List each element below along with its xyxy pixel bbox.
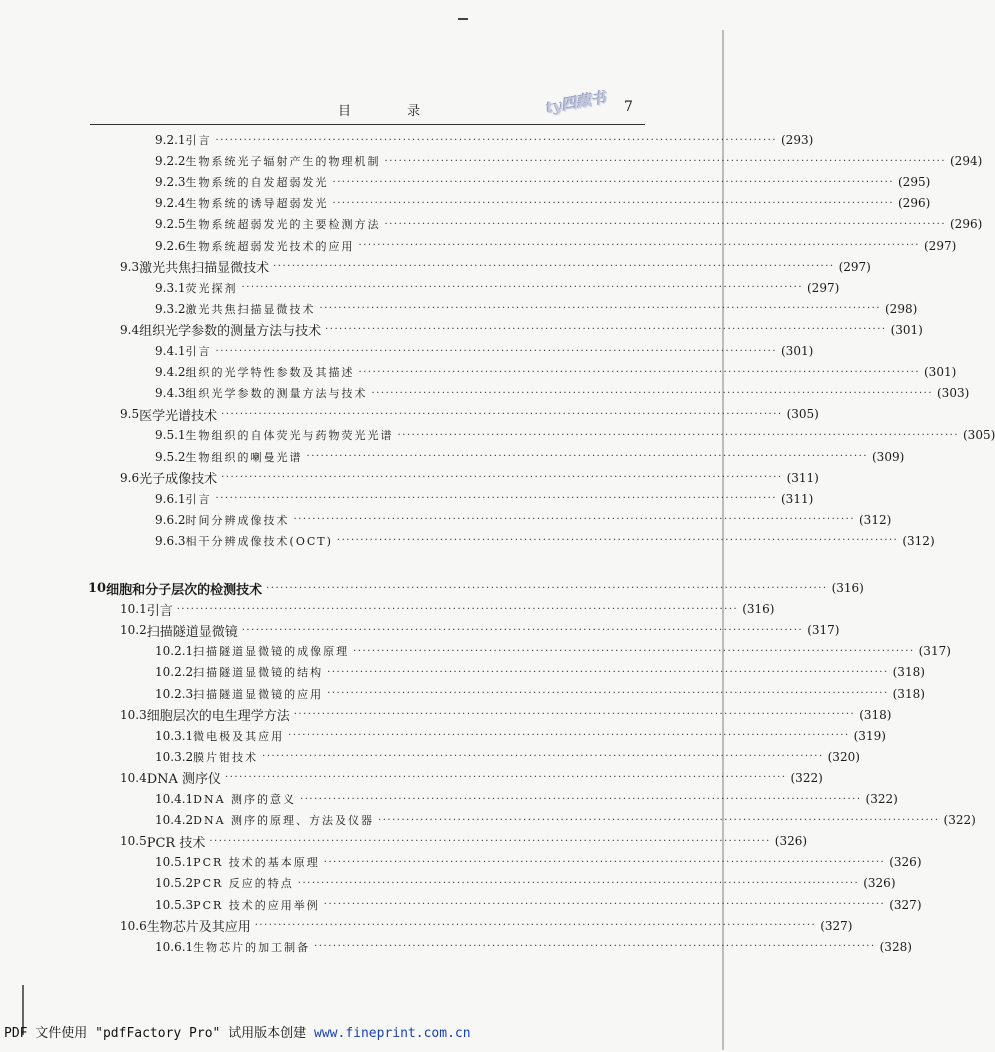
toc-entry-number: 9.6 (120, 470, 140, 485)
toc-entry-page: (311) (781, 491, 814, 506)
toc-entry (155, 172, 931, 192)
toc-entry-number: 10 (88, 580, 107, 596)
toc-entry-title: 光子成像技术 (139, 472, 218, 488)
toc-entry-title: 组织的光学特性参数及其描述 (185, 366, 355, 380)
dot-leader: ························································································································ (293, 514, 855, 526)
header-title: 目 录 (338, 104, 447, 119)
toc-entry-title: 细胞和分子层次的检测技术 (106, 582, 263, 598)
toc-entry-page: (318) (892, 686, 925, 701)
dot-leader: ························································································································ (371, 387, 933, 399)
toc-entry-page: (301) (890, 322, 923, 337)
toc-entry-title: 扫描隧道显微镜的应用 (193, 687, 324, 701)
toc-entry (155, 684, 925, 704)
toc-entry (155, 531, 935, 551)
footer-link[interactable]: www.fineprint.com.cn (314, 1026, 471, 1041)
dot-leader: ························································································································ (221, 408, 783, 420)
toc-entry-page: (316) (831, 581, 864, 595)
toc-entry-number: 9.4.3 (155, 386, 186, 401)
toc-entry-page: (326) (774, 834, 808, 849)
toc-entry-title: 激光共焦扫描显微技术 (139, 261, 270, 277)
pdf-footer (4, 1022, 471, 1041)
toc-entry-page: (297) (838, 259, 871, 274)
toc-entry-number: 9.2.3 (155, 175, 186, 190)
dot-leader: ························································································································ (300, 793, 862, 805)
toc-entry-page: (327) (889, 897, 922, 912)
toc-entry-title: 生物组织的自体荧光与药物荧光光谱 (185, 429, 394, 443)
dot-leader: ························································································································ (262, 751, 824, 763)
toc-entry-page: (296) (950, 217, 983, 232)
toc-entry-page: (311) (786, 470, 819, 485)
toc-entry-number: 10.5.2 (155, 876, 194, 891)
toc-entry-title: 荧光探剂 (185, 281, 238, 295)
toc-entry-title: 生物系统光子辐射产生的物理机制 (185, 155, 381, 169)
toc-entry-page: (317) (918, 644, 951, 659)
toc-entry-title: 生物组织的喇曼光谱 (185, 450, 303, 464)
toc-entry-title: 扫描隧道显微镜的结构 (193, 666, 324, 680)
top-margin-mark (458, 18, 468, 20)
toc-entry (155, 895, 922, 915)
toc-entry-page: (316) (742, 602, 775, 617)
toc-entry-number: 10.4.2 (155, 813, 194, 828)
dot-leader: ························································································································ (358, 366, 920, 378)
toc-entry-title: 引言 (185, 492, 212, 506)
toc-entry (120, 916, 853, 936)
toc-entry-title: 组织光学参数的测量方法与技术 (185, 387, 368, 401)
dot-leader: ························································································································ (332, 176, 894, 188)
toc-entry-number: 10.2.1 (155, 644, 194, 659)
dot-leader: ························································································································ (358, 240, 920, 251)
toc-entry (155, 662, 925, 682)
dot-leader: ························································································································ (314, 941, 876, 953)
dot-leader: ························································································································ (325, 324, 887, 336)
toc-entry (155, 425, 995, 445)
toc-entry-title: 引言 (146, 603, 173, 619)
toc-entry-title: 时间分辨成像技术 (185, 513, 290, 527)
toc-entry-number: 10.5.1 (155, 855, 194, 870)
toc-entry-number: 9.3.1 (155, 280, 186, 295)
dot-leader: ························································································································ (215, 134, 777, 146)
toc-entry-title: 扫描隧道显微镜 (146, 624, 238, 640)
toc-entry-number: 10.2 (120, 623, 147, 638)
toc-entry-page: (293) (781, 133, 814, 147)
dot-leader: ························································································································ (221, 472, 783, 484)
toc-entry-number: 10.5 (120, 834, 147, 849)
dot-leader: ························································································································ (332, 197, 894, 209)
toc-entry-title: 医学光谱技术 (139, 408, 218, 424)
dot-leader: ························································································································ (215, 345, 777, 357)
toc-entry-number: 10.3.2 (155, 749, 194, 764)
toc-entry-page: (328) (879, 939, 912, 954)
toc-entry (155, 510, 892, 530)
toc-entry-page: (322) (943, 813, 976, 828)
toc-entry (155, 641, 951, 661)
toc-entry (155, 341, 814, 361)
toc-entry (155, 447, 905, 467)
toc-entry (155, 489, 814, 509)
toc-entry (120, 468, 819, 488)
toc-entry-page: (297) (924, 238, 957, 253)
toc-entry (155, 852, 922, 872)
toc-entry (120, 705, 892, 725)
dot-leader: ························································································································ (241, 282, 803, 294)
toc-entry (120, 768, 823, 788)
toc-entry (155, 362, 957, 382)
toc-entry-number: 9.5.2 (155, 449, 186, 464)
toc-entry-number: 9.2.6 (155, 238, 186, 253)
page-number: 7 (624, 99, 633, 115)
toc-entry (155, 789, 898, 809)
toc-entry (120, 620, 840, 640)
toc-entry-number: 9.2.1 (155, 133, 186, 147)
dot-leader: ························································································································ (297, 877, 860, 889)
dot-leader: ························································································································ (378, 814, 940, 826)
toc-entry-number: 9.5 (120, 407, 140, 422)
dot-leader: ························································································································ (306, 451, 868, 462)
toc-entry-title: DNA 测序的意义 (193, 793, 297, 806)
toc-entry-page: (301) (781, 344, 814, 358)
toc-entry (120, 599, 775, 619)
toc-entry-title: 组织光学参数的测量方法与技术 (139, 324, 322, 340)
toc-entry-number: 10.3.1 (155, 728, 194, 743)
toc-entry-number: 9.6.2 (155, 512, 186, 527)
toc-entry-title: 生物芯片的加工制备 (193, 940, 311, 954)
toc-entry (155, 193, 931, 213)
toc-entry-number: 10.2.3 (155, 686, 194, 701)
dot-leader: ························································································································ (293, 709, 856, 721)
toc-entry-title: DNA 测序仪 (146, 772, 222, 788)
dot-leader: ························································································································ (209, 835, 771, 847)
toc-entry-number: 9.3 (120, 259, 140, 274)
toc-entry-title: 生物系统的诱导超弱发光 (185, 197, 329, 211)
toc-entry-title: 膜片钳技术 (193, 750, 259, 764)
toc-entry-title: 生物系统超弱发光的主要检测方法 (185, 218, 381, 232)
toc-entry-number: 10.1 (120, 602, 147, 617)
page-header (90, 88, 650, 122)
toc-entry-page: (317) (807, 623, 840, 638)
dot-leader: ························································································································ (327, 688, 889, 699)
toc-entry (120, 320, 923, 340)
library-stamp: ty四藏书 (544, 88, 608, 118)
toc-entry-title: 微电极及其应用 (193, 729, 285, 743)
toc-entry (155, 299, 918, 319)
toc-entry (88, 578, 864, 598)
header-rule (90, 124, 645, 125)
toc-entry (155, 937, 912, 957)
toc-entry-title: 引言 (185, 134, 212, 147)
toc-entry-title: 激光共焦扫描显微技术 (185, 302, 316, 316)
toc-entry-page: (301) (924, 365, 957, 380)
toc-entry-page: (318) (859, 707, 892, 722)
toc-entry-number: 10.5.3 (155, 897, 194, 912)
toc-entry (155, 214, 983, 234)
toc-entry-page: (326) (863, 876, 896, 891)
toc-entry-title: 相干分辨成像技术(OCT) (185, 534, 333, 548)
toc-entry-page: (294) (950, 154, 983, 169)
toc-entry (155, 747, 860, 767)
dot-leader: ························································································································ (336, 535, 899, 547)
toc-entry-page: (309) (872, 449, 905, 464)
toc-entry-title: 生物系统的自发超弱发光 (185, 176, 329, 190)
toc-entry (155, 810, 976, 830)
dot-leader: ························································································································ (323, 899, 886, 910)
dot-leader: ························································································································ (384, 155, 946, 167)
toc-entry-page: (297) (807, 280, 840, 295)
toc-entry-number: 10.3 (120, 707, 147, 722)
toc-entry-number: 9.4.1 (155, 344, 186, 358)
dot-leader: ························································································································ (384, 218, 946, 230)
toc-entry-page: (305) (963, 428, 995, 443)
toc-entry-page: (326) (889, 855, 922, 870)
toc-entry (155, 236, 957, 256)
dot-leader: ························································································································ (225, 772, 787, 784)
dot-leader: ························································································································ (266, 582, 828, 594)
toc-entry-title: PCR 技术的应用举例 (193, 898, 320, 912)
toc-entry-page: (305) (786, 407, 819, 422)
dot-leader: ························································································································ (254, 920, 817, 932)
toc-entry-page: (298) (885, 301, 918, 316)
toc-entry (120, 257, 871, 277)
toc-entry (155, 278, 840, 298)
toc-entry (155, 383, 970, 403)
toc-entry-title: 细胞层次的电生理学方法 (146, 709, 290, 725)
toc-entry-number: 10.6.1 (155, 939, 194, 954)
toc-entry-page: (320) (827, 749, 860, 764)
toc-entry-page: (312) (902, 533, 935, 548)
toc-entry-number: 9.2.2 (155, 154, 186, 169)
toc-entry-page: (327) (820, 918, 853, 933)
toc-entry-number: 9.4.2 (155, 365, 186, 380)
toc-entry-number: 10.4 (120, 770, 147, 785)
toc-entry (120, 831, 808, 851)
toc-entry-number: 9.2.5 (155, 217, 186, 232)
toc-entry-number: 9.6.3 (155, 533, 186, 548)
toc-entry-title: 生物芯片及其应用 (146, 920, 251, 936)
toc-entry-title: PCR 技术的基本原理 (193, 856, 320, 870)
toc-entry-page: (322) (865, 792, 898, 806)
toc-entry-page: (319) (853, 728, 886, 743)
toc-entry-title: 引言 (185, 345, 212, 358)
toc-entry-number: 9.3.2 (155, 301, 186, 316)
toc-entry-title: 扫描隧道显微镜的成像原理 (193, 645, 350, 659)
footer-text: PDF 文件使用 "pdfFactory Pro" 试用版本创建 (4, 1026, 315, 1041)
toc-entry-page: (295) (898, 175, 931, 190)
dot-leader: ························································································································ (215, 493, 777, 505)
toc-entry-number: 9.6.1 (155, 491, 186, 506)
toc-entry-title: PCR 反应的特点 (193, 877, 294, 891)
dot-leader: ························································································································ (323, 856, 886, 868)
dot-leader: ························································································································ (319, 303, 881, 315)
dot-leader: ························································································································ (353, 645, 915, 657)
toc-entry-number: 10.4.1 (155, 792, 194, 806)
toc-entry (155, 726, 886, 746)
dot-leader: ························································································································ (327, 666, 889, 678)
toc-entry-page: (303) (937, 386, 970, 401)
toc-entry-page: (296) (898, 196, 931, 211)
toc-entry-page: (318) (892, 665, 925, 680)
toc-entry (155, 873, 896, 893)
dot-leader: ························································································································ (176, 603, 739, 615)
toc-entry-number: 9.4 (120, 322, 140, 337)
toc-entry-number: 10.6 (120, 918, 147, 933)
toc-entry-title: 生物系统超弱发光技术的应用 (185, 239, 355, 253)
toc-entry-number: 9.5.1 (155, 428, 186, 443)
dot-leader: ························································································································ (273, 261, 835, 273)
dot-leader: ························································································································ (288, 730, 850, 742)
toc-entry-title: PCR 技术 (146, 835, 206, 851)
toc-entry-title: DNA 测序的原理、方法及仪器 (193, 814, 375, 828)
dot-leader: ························································································································ (241, 624, 804, 636)
toc-entry-number: 10.2.2 (155, 665, 194, 680)
toc-entry-number: 9.2.4 (155, 196, 186, 211)
toc-entry (155, 130, 814, 150)
toc-entry-page: (322) (790, 770, 823, 785)
toc-entry (120, 404, 819, 424)
dot-leader: ························································································································ (397, 429, 959, 441)
toc-entry-page: (312) (859, 512, 892, 527)
toc-entry (155, 151, 983, 171)
